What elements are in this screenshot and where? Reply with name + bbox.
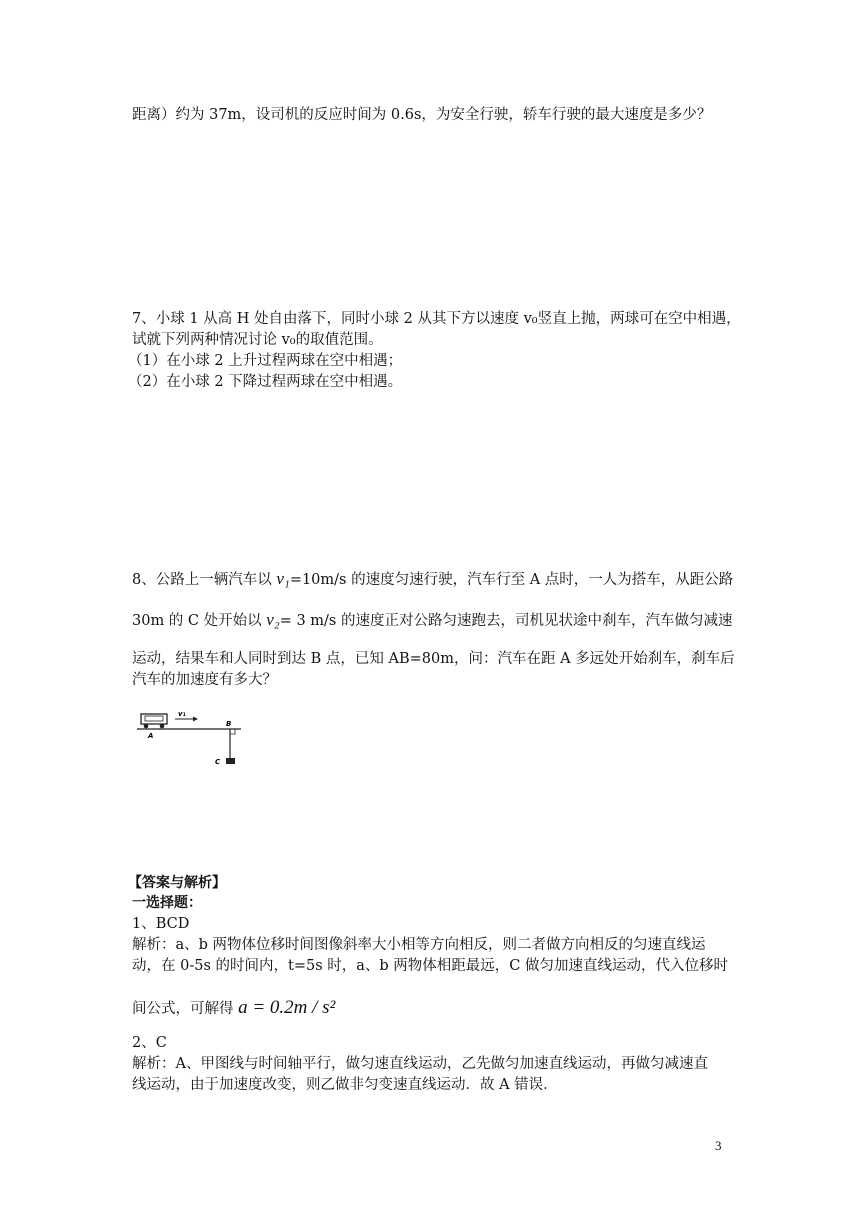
- acceleration-formula: a = 0.2m / s²: [238, 997, 336, 1018]
- question-8-line4: 汽车的加速度有多大？: [132, 672, 277, 688]
- question-7-line2: 试就下列两种情况讨论 v₀的取值范围。: [132, 332, 383, 348]
- q8-text: = 3 m/s 的速度正对公路匀速跑去，司机见状途中刹车，汽车做匀减速: [279, 613, 733, 629]
- q8-text: 30m 的 C 处开始以: [132, 613, 267, 629]
- v2-symbol: v₂: [266, 610, 280, 629]
- answer-2-line2: 线运动，由于加速度改变，则乙做非匀变速直线运动．故 A 错误．: [132, 1077, 558, 1093]
- answer-1-line3: [132, 998, 335, 1019]
- q8-text: 8、公路上一辆汽车以: [132, 572, 277, 588]
- car-wheel-icon: [160, 724, 165, 729]
- a1-text: 间公式，可解得: [132, 1001, 239, 1017]
- car-wheel-icon: [144, 724, 149, 729]
- answer-2-label: 2、C: [132, 1035, 167, 1051]
- label-C: C: [215, 758, 221, 766]
- arrow-head-icon: [193, 717, 198, 722]
- answer-1-line2: 动，在 0-5s 的时间内，t=5s 时，a、b 两物体相距最远，C 做匀加速直线运动，代入位移时: [132, 958, 728, 974]
- answer-1-label: 1、BCD: [132, 916, 190, 932]
- label-A: A: [148, 732, 154, 740]
- question-8-line2: [132, 610, 732, 631]
- question-7-sub2: （2）在小球 2 下降过程两球在空中相遇。: [128, 374, 403, 390]
- car-window-icon: [145, 716, 163, 721]
- q8-text: =10m/s 的速度匀速行驶，汽车行至 A 点时，一人为搭车，从距公路: [289, 572, 734, 588]
- label-v1: v₁: [178, 710, 186, 718]
- question-8-line3: 运动，结果车和人同时到达 B 点，已知 AB=80m，问：汽车在距 A 多远处开始刹车，刹车后: [132, 651, 735, 667]
- question-6-tail: 距离）约为 37m，设司机的反应时间为 0.6s，为安全行驶，轿车行驶的最大速度是多少？: [132, 107, 712, 123]
- car-road-diagram: [135, 705, 265, 775]
- page-number: 3: [715, 1138, 722, 1153]
- answers-heading: 【答案与解析】: [128, 875, 226, 891]
- label-B: B: [226, 720, 232, 728]
- person-c-block-icon: [226, 758, 235, 764]
- question-7-line1: 7、小球 1 从高 H 处自由落下，同时小球 2 从其下方以速度 v₀竖直上抛，两球可在空中相遇，: [132, 311, 741, 327]
- right-angle-mark: [230, 729, 235, 734]
- v1-symbol: v₁: [276, 569, 290, 588]
- question-8-line1: [132, 569, 733, 590]
- section-heading: 一选择题：: [132, 895, 202, 911]
- answer-2-line1: 解析：A、甲图线与时间轴平行，做匀速直线运动，乙先做匀加速直线运动，再做匀减速直: [132, 1056, 708, 1072]
- question-7-sub1: （1）在小球 2 上升过程两球在空中相遇；: [128, 353, 403, 369]
- answer-1-line1: 解析：a、b 两物体位移时间图像斜率大小相等方向相反，则二者做方向相反的匀速直线运: [132, 937, 706, 953]
